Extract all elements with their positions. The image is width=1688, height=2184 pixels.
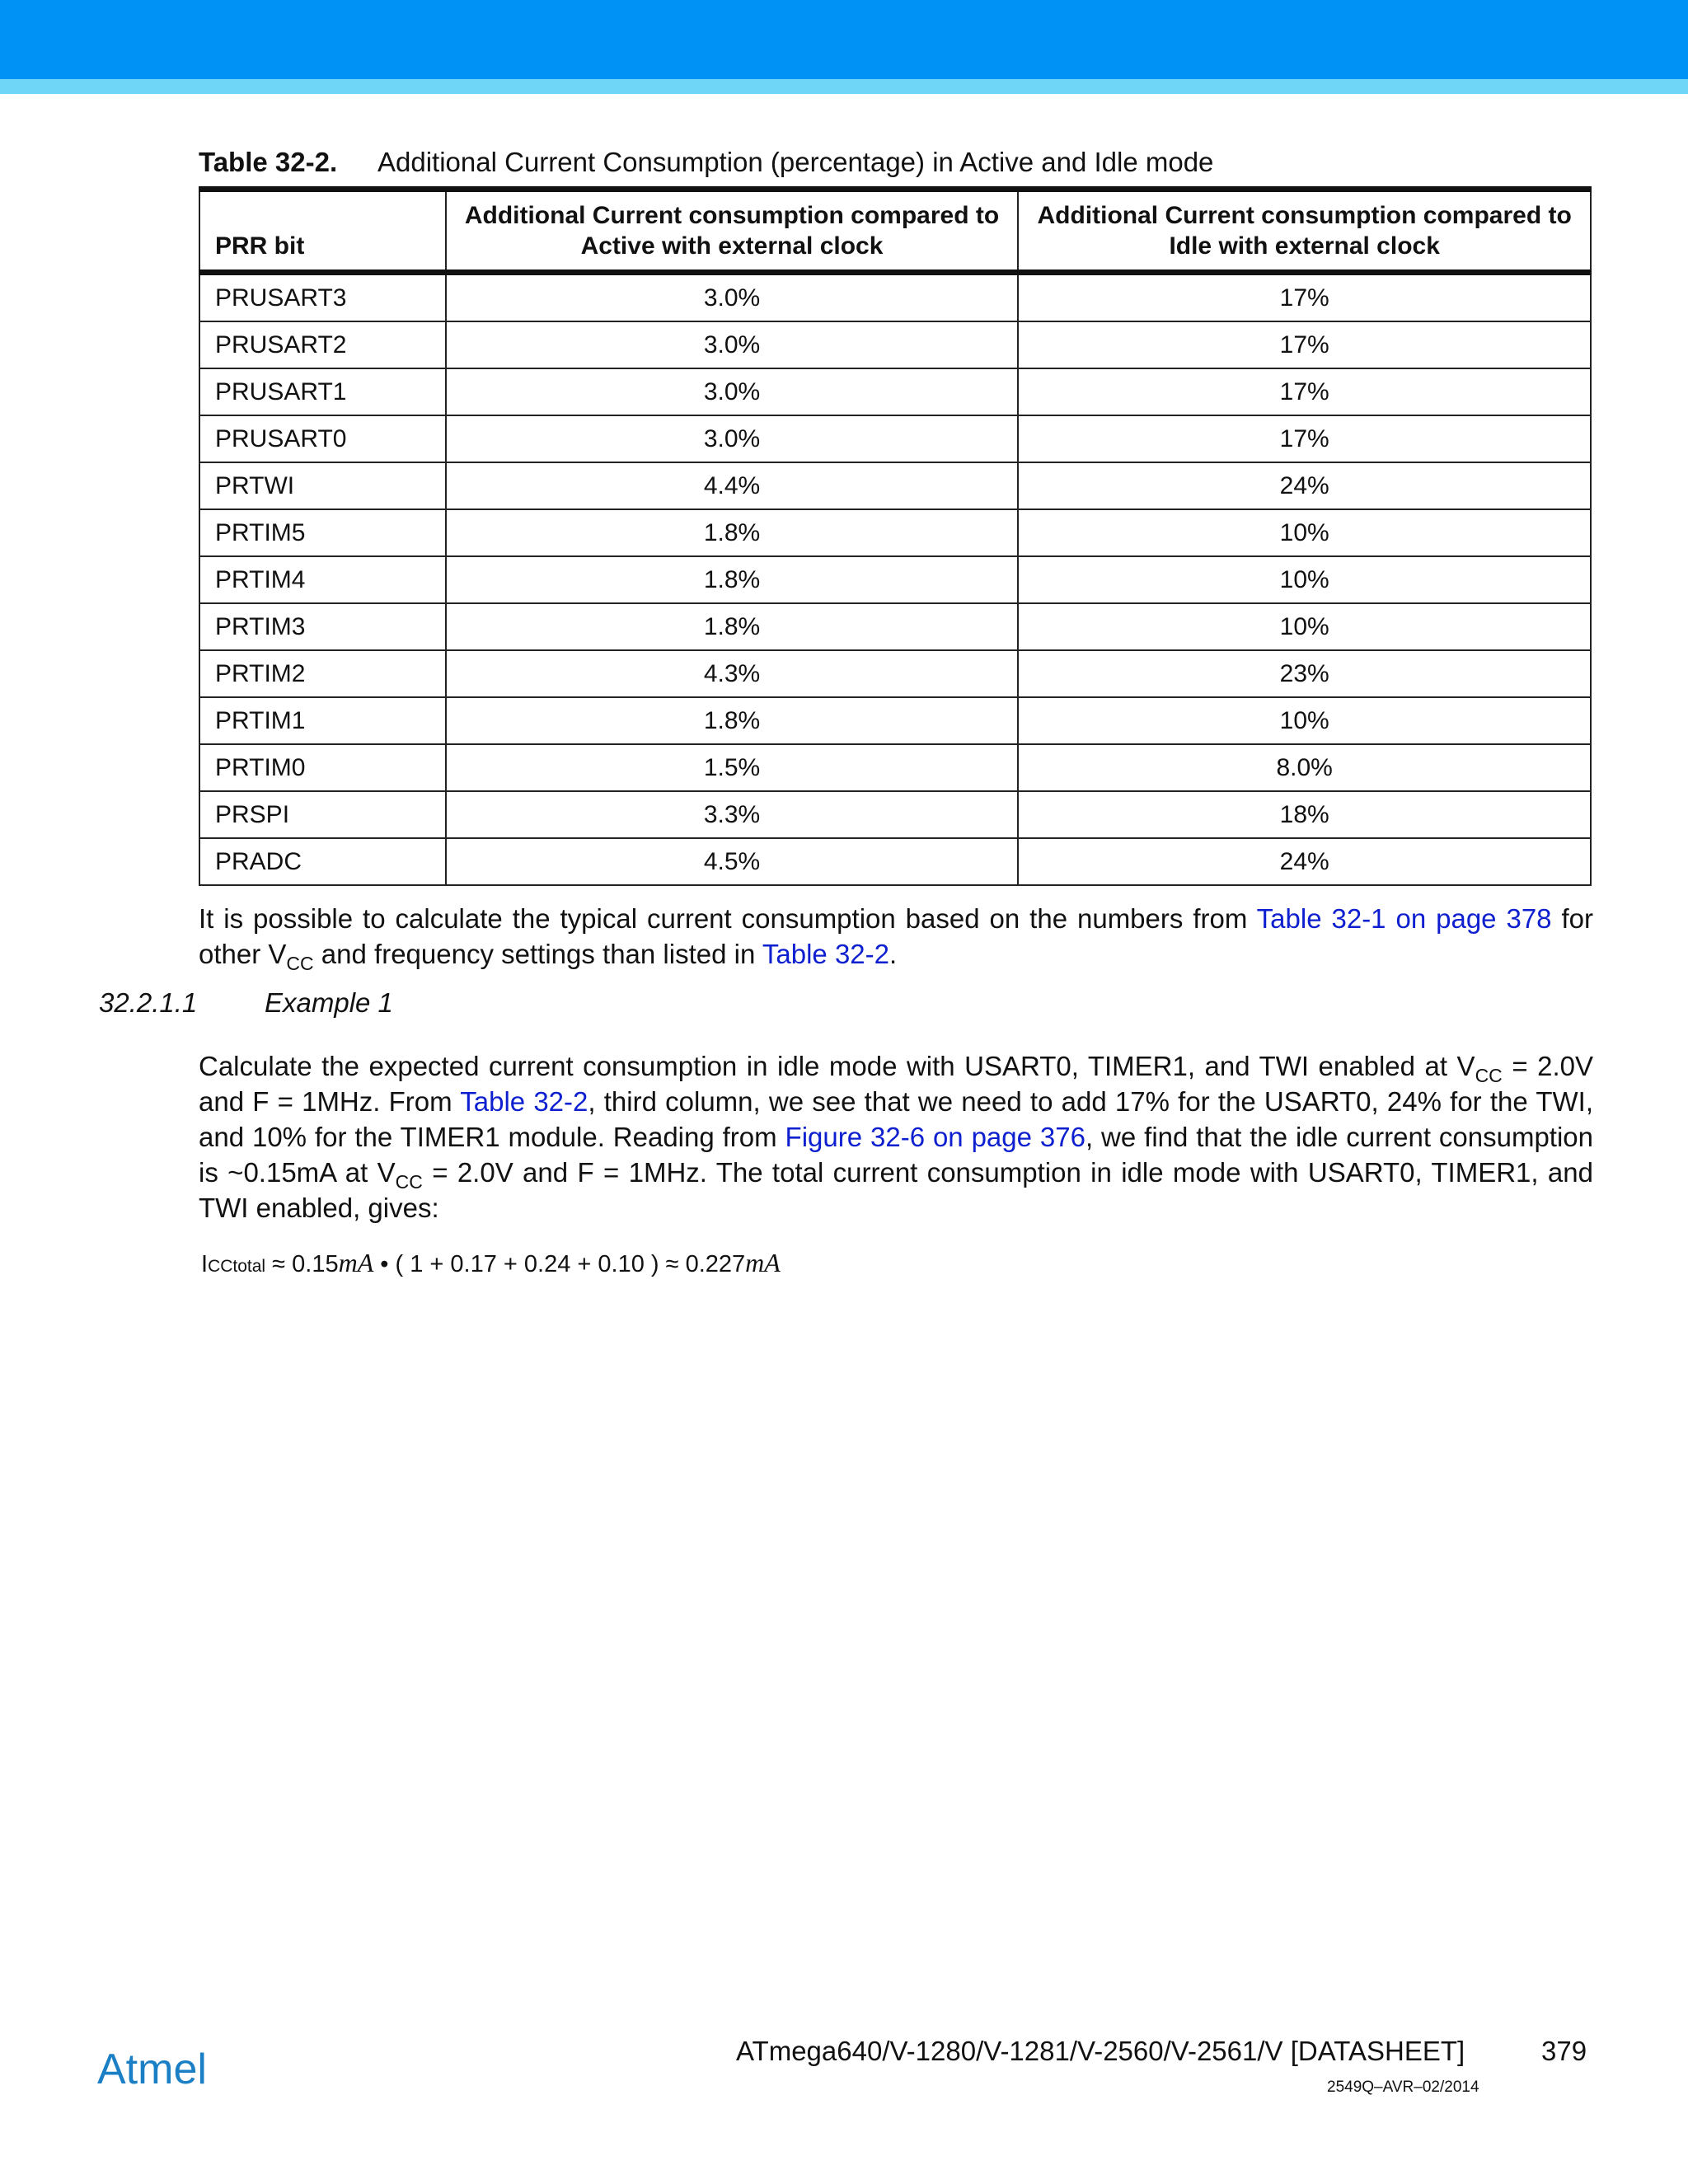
formula-part: ≈ 0.15 — [265, 1251, 339, 1277]
formula-unit: mA — [745, 1248, 781, 1277]
cell-active-percent: 1.5% — [446, 744, 1019, 791]
cell-prr-bit: PRSPI — [199, 791, 446, 838]
cell-prr-bit: PRTIM1 — [199, 697, 446, 744]
cell-idle-percent: 23% — [1018, 650, 1591, 697]
link-table-32-2[interactable]: Table 32-2 — [762, 939, 889, 969]
table-caption-number: Table 32-2. — [199, 147, 338, 177]
cell-idle-percent: 17% — [1018, 368, 1591, 415]
cell-active-percent: 3.3% — [446, 791, 1019, 838]
current-consumption-table — [199, 186, 1592, 886]
cell-prr-bit: PRUSART1 — [199, 368, 446, 415]
text: , we find that the idle current consumption is ~0.15mA at V — [199, 1122, 1594, 1188]
text: It is possible to calculate the typical current consumption based on the numbers from — [199, 903, 1257, 934]
header-bar — [0, 0, 1688, 79]
footer-doc-code: 2549Q–AVR–02/2014 — [1327, 2079, 1479, 2096]
atmel-logo-text: Atmel — [97, 2046, 207, 2093]
text: Calculate the expected current consumption in idle mode with USART0, TIMER1, and TWI enabled at V — [199, 1051, 1475, 1081]
paragraph-example — [199, 1048, 1593, 1226]
cell-idle-percent: 8.0% — [1018, 744, 1591, 791]
cell-prr-bit: PRTWI — [199, 462, 446, 509]
cell-active-percent: 1.8% — [446, 697, 1019, 744]
atmel-logo — [97, 2044, 246, 2095]
table-caption-text: Additional Current Consumption (percentage) in Active and Idle mode — [377, 147, 1214, 177]
footer-doc-title: ATmega640/V-1280/V-1281/V-2560/V-2561/V [DATASHEET] — [736, 2036, 1465, 2066]
header-idle-consumption: Additional Current consumption compared to Idle with external clock — [1018, 190, 1591, 273]
cell-active-percent: 1.8% — [446, 509, 1019, 556]
section-number: 32.2.1.1 — [99, 987, 198, 1018]
footer-page-number: 379 — [1541, 2036, 1587, 2066]
table-row — [199, 368, 1591, 415]
cell-idle-percent: 10% — [1018, 509, 1591, 556]
table-row — [199, 603, 1591, 650]
table-row — [199, 744, 1591, 791]
cell-idle-percent: 18% — [1018, 791, 1591, 838]
table-row — [199, 838, 1591, 885]
subscript: CC — [395, 1171, 423, 1193]
text: and frequency settings than listed in — [313, 939, 762, 969]
link-table-32-2[interactable]: Table 32-2 — [460, 1086, 588, 1117]
cell-prr-bit: PRUSART3 — [199, 273, 446, 322]
cell-active-percent: 3.0% — [446, 368, 1019, 415]
text: = 2.0V and F = 1MHz. From — [199, 1051, 1593, 1117]
cell-active-percent: 4.3% — [446, 650, 1019, 697]
table-row — [199, 556, 1591, 603]
header-prr-bit: PRR bit — [199, 190, 446, 273]
table-row — [199, 791, 1591, 838]
cell-idle-percent: 17% — [1018, 273, 1591, 322]
table-header-row — [199, 190, 1591, 273]
cell-prr-bit: PRTIM0 — [199, 744, 446, 791]
cell-prr-bit: PRTIM5 — [199, 509, 446, 556]
cell-idle-percent: 10% — [1018, 556, 1591, 603]
cell-active-percent: 4.5% — [446, 838, 1019, 885]
formula-part: • ( 1 + 0.17 + 0.24 + 0.10 ) ≈ 0.227 — [373, 1251, 746, 1277]
cell-active-percent: 3.0% — [446, 415, 1019, 462]
cell-idle-percent: 24% — [1018, 838, 1591, 885]
table-row — [199, 697, 1591, 744]
cell-active-percent: 1.8% — [446, 556, 1019, 603]
cell-idle-percent: 10% — [1018, 697, 1591, 744]
cell-idle-percent: 24% — [1018, 462, 1591, 509]
section-title: Example 1 — [265, 987, 393, 1018]
table-row — [199, 462, 1591, 509]
text: for other V — [199, 903, 1593, 969]
text: = 2.0V and F = 1MHz. The total current consumption in idle mode with USART0, TIMER1, and TWI enabled, gives: — [199, 1157, 1593, 1223]
subscript: CC — [286, 953, 314, 974]
cell-prr-bit: PRTIM3 — [199, 603, 446, 650]
link-table-32-1[interactable]: Table 32-1 on page 378 — [1256, 903, 1552, 934]
table-row — [199, 415, 1591, 462]
header-active-consumption: Additional Current consumption compared to Active with external clock — [446, 190, 1019, 273]
section-heading — [99, 987, 393, 1019]
text: , third column, we see that we need to add 17% for the USART0, 24% for the TWI, and 10% for the TIMER1 module. Reading from — [199, 1086, 1593, 1152]
formula-icc-total — [201, 1248, 781, 1278]
cell-idle-percent: 17% — [1018, 415, 1591, 462]
cell-idle-percent: 17% — [1018, 321, 1591, 368]
header-accent-line — [0, 79, 1688, 94]
formula-subscript-total: total — [232, 1257, 266, 1276]
formula-unit: mA — [338, 1248, 374, 1277]
cell-active-percent: 3.0% — [446, 321, 1019, 368]
cell-active-percent: 4.4% — [446, 462, 1019, 509]
table-row — [199, 321, 1591, 368]
table-caption — [199, 147, 1213, 178]
cell-prr-bit: PRADC — [199, 838, 446, 885]
cell-prr-bit: PRUSART2 — [199, 321, 446, 368]
cell-prr-bit: PRUSART0 — [199, 415, 446, 462]
cell-prr-bit: PRTIM4 — [199, 556, 446, 603]
cell-active-percent: 3.0% — [446, 273, 1019, 322]
paragraph-calculation-note — [199, 901, 1593, 972]
subscript: CC — [1475, 1065, 1503, 1086]
cell-active-percent: 1.8% — [446, 603, 1019, 650]
cell-idle-percent: 10% — [1018, 603, 1591, 650]
formula-subscript-cc: CC — [208, 1257, 233, 1276]
table-row — [199, 273, 1591, 322]
formula-symbol: I — [201, 1251, 209, 1277]
table-row — [199, 509, 1591, 556]
cell-prr-bit: PRTIM2 — [199, 650, 446, 697]
text: . — [889, 939, 898, 969]
table-row — [199, 650, 1591, 697]
link-figure-32-6[interactable]: Figure 32-6 on page 376 — [785, 1122, 1085, 1152]
